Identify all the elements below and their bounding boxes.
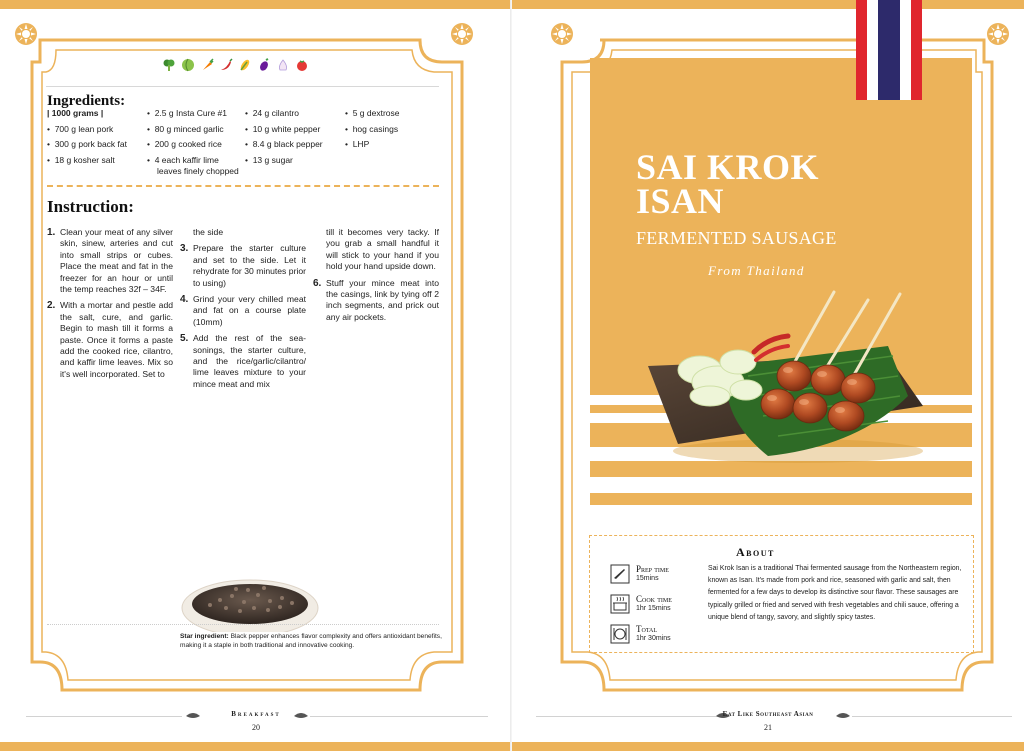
ingredient-item: • 200 g cooked rice xyxy=(147,139,222,149)
instruction-column xyxy=(47,227,173,385)
instruction-column xyxy=(180,227,306,395)
garlic-icon xyxy=(276,58,290,72)
cook-time-value: 1hr 15mins xyxy=(636,605,671,612)
page-number: 20 xyxy=(252,723,260,732)
sausage-dish-image xyxy=(638,286,928,476)
broccoli-icon xyxy=(162,58,176,72)
header-rule xyxy=(46,86,439,87)
knife-board-icon xyxy=(610,564,630,584)
instruction-step: 2. With a mortar and pestle add the salt, cure, and garlic. Begin to mash till it forms a paste. Once it forms a paste add the cooked rice, cilantro, and kaffir lime leaves. Mix so it's well incorporated. Set to xyxy=(47,300,173,379)
star-divider xyxy=(47,624,439,625)
about-text: Sai Krok Isan is a traditional Thai fermented sausage from the Northeastern region, known as Isan. It's made from pork and rice, seasoned with garlic and salt, then fermented for a few days to develop its distinctive sour flavor. These sausages are typically grilled or fried and served with fresh vegetables and chili sauce, offering a unique blend of tangy, savory, and slightly spicy tastes. xyxy=(708,565,962,621)
tomato-icon xyxy=(295,58,309,72)
instruction-step: the side xyxy=(193,227,224,237)
page-footer xyxy=(512,706,1024,736)
ingredient-item: • hog casings xyxy=(345,123,399,134)
page-footer xyxy=(0,706,512,736)
instruction-step: 5. Add the rest of the sea-sonings, the starter culture, and the rice/garlic/cilantro/ lime leaves mixture to your mince meat and mix xyxy=(180,333,306,389)
recipe-origin: From Thailand xyxy=(708,263,805,278)
pot-icon xyxy=(610,594,630,614)
ingredient-item: • 2.5 g Insta Cure #1 xyxy=(147,108,227,118)
corner-flower-icon xyxy=(986,22,1010,46)
ingredient-quantity-header: | 1000 grams | xyxy=(47,108,104,118)
plate-icon xyxy=(610,624,630,644)
section-divider xyxy=(47,185,439,187)
right-page xyxy=(512,0,1024,751)
corner-flower-icon xyxy=(550,22,574,46)
ingredient-item: • 10 g white pepper xyxy=(245,123,321,134)
ingredients-column xyxy=(345,108,437,155)
ingredient-item: • 4 each kaffir lime leaves finely chopped xyxy=(147,154,239,176)
footer-section-label: Breakfast xyxy=(231,710,281,718)
corner-flower-icon xyxy=(450,22,474,46)
instruction-title: Instruction: xyxy=(47,197,134,216)
total-time-value: 1hr 30mins xyxy=(636,635,671,642)
about-title: About xyxy=(736,545,775,559)
ingredient-item: • 13 g sugar xyxy=(245,154,293,165)
corner-flower-icon xyxy=(14,22,38,46)
ingredient-item: • 24 g cilantro xyxy=(245,108,300,118)
ingredients-column xyxy=(147,108,239,181)
ingredient-item: • LHP xyxy=(345,139,370,149)
prep-time-row xyxy=(610,564,700,588)
bottom-strip xyxy=(512,742,1024,751)
chili-icon xyxy=(219,58,233,72)
instruction-step: 1. Clean your meat of any silver skin, sinew, arteries and cut into small strips or cubes. Place the meat and fat in the freezer for an hour or until the temp reaches 32f – 34F. xyxy=(47,227,173,295)
prep-time-value: 15mins xyxy=(636,575,659,582)
prep-time-label: Prep time xyxy=(636,564,669,574)
eggplant-icon xyxy=(257,58,271,72)
ingredient-item: • 18 g kosher salt xyxy=(47,154,115,165)
footer-book-label: Eat Like Southeast Asian xyxy=(722,710,814,718)
corn-icon xyxy=(238,58,252,72)
bottom-strip xyxy=(0,742,512,751)
instruction-step: 4. Grind your very chilled meat and fat on a course plate (10mm) xyxy=(180,294,306,327)
cook-time-row xyxy=(610,594,700,618)
ingredient-item: • 5 g dextrose xyxy=(345,108,400,118)
ingredient-item: • 700 g lean pork xyxy=(47,123,114,134)
instruction-step: 3. Prepare the starter culture and set to the side. Let it rehydrate for 30 minutes prior to using) xyxy=(180,243,306,288)
page-number: 21 xyxy=(764,723,772,732)
ingredient-item: • 8.4 g black pepper xyxy=(245,139,323,149)
star-ingredient-note: Star ingredient: Black pepper enhances flavor complexity and offers antioxidant benefits, making it a staple in both traditional and innovative cooking. xyxy=(180,633,442,649)
instruction-step: till it becomes very tacky. If you grab a small handful it will stick to your hand if you hold your hand upside down. xyxy=(326,227,439,272)
recipe-title: SAI KROK ISAN xyxy=(636,147,820,221)
total-time-row xyxy=(610,624,700,648)
instruction-column xyxy=(313,227,439,328)
ingredient-item: • 80 g minced garlic xyxy=(147,123,224,134)
cook-time-label: Cook time xyxy=(636,594,672,604)
instruction-step: 6. Stuff your mince meat into the casings, link by tying off 2 inch segments, and prick out any air pockets. xyxy=(313,277,439,322)
ingredients-column xyxy=(245,108,337,170)
ingredients-title: Ingredients: xyxy=(47,93,126,109)
total-time-label: Total xyxy=(636,624,658,634)
vegetable-icons-row xyxy=(162,58,309,72)
recipe-subtitle: FERMENTED SAUSAGE xyxy=(636,228,837,248)
ingredients-column xyxy=(47,108,142,170)
thailand-flag-icon xyxy=(856,0,922,100)
cabbage-icon xyxy=(181,58,195,72)
carrot-icon xyxy=(200,58,214,72)
ingredient-item: • 300 g pork back fat xyxy=(47,139,127,149)
